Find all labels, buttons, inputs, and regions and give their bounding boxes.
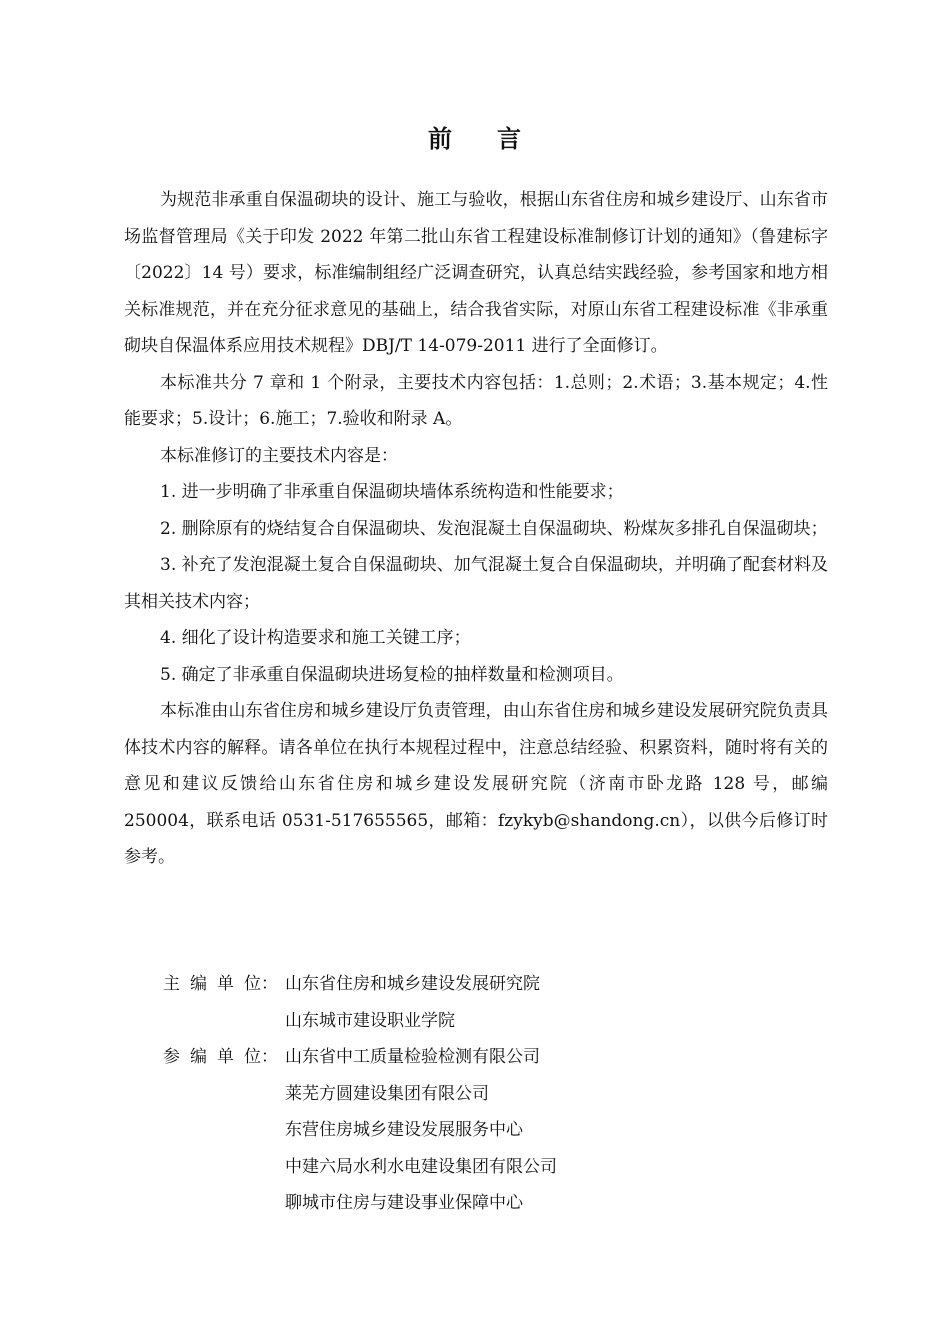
paragraph-revision-heading: 本标准修订的主要技术内容是： bbox=[160, 445, 398, 466]
chief-editor-unit: 山东城市建设职业学院 bbox=[285, 1010, 455, 1031]
revision-item-3: 3. 补充了发泡混凝土复合自保温砌块、加气混凝土复合自保温砌块，并明确了配套材料及其相关技术内容； bbox=[124, 555, 828, 612]
paragraph-intro: 为规范非承重自保温砌块的设计、施工与验收，根据山东省住房和城乡建设厅、山东省市场监督管理局《关于印发 2022 年第二批山东省工程建设标准制修订计划的通知》（鲁建标字〔2022〕14 号）要求，标准编制组经广泛调查研究，认真总结实践经验，参考国家和地方相关标准规范，并在充分征求意见的基础上，结合我省实际，对原山东省工程建设标准《非承重砌块自保温体系应用技术规程》DBJ/T 14-079-2011 进行了全面修订。 bbox=[124, 190, 828, 356]
participating-editor-list bbox=[285, 1039, 557, 1222]
paragraph-contents: 本标准共分 7 章和 1 个附录，主要技术内容包括：1.总则；2.术语；3.基本规定；4.性能要求；5.设计；6.施工；7.验收和附录 A。 bbox=[124, 372, 828, 429]
revision-item-2: 2. 删除原有的烧结复合自保温砌块、发泡混凝土自保温砌块、粉煤灰多排孔自保温砌块； bbox=[160, 518, 828, 539]
title-char-2: 言 bbox=[497, 124, 522, 153]
page-title bbox=[0, 118, 950, 160]
participating-editor-unit: 莱芜方圆建设集团有限公司 bbox=[285, 1083, 489, 1104]
editor-units bbox=[163, 966, 557, 1222]
participating-editor-label: 参 编 单 位： bbox=[163, 1047, 278, 1067]
participating-editor-unit: 聊城市住房与建设事业保障中心 bbox=[285, 1193, 523, 1213]
participating-editor-unit: 东营住房城乡建设发展服务中心 bbox=[285, 1120, 523, 1140]
participating-editor-unit: 山东省中工质量检验检测有限公司 bbox=[285, 1047, 540, 1067]
participating-editor-row bbox=[163, 1039, 557, 1222]
revision-item-4: 4. 细化了设计构造要求和施工关键工序； bbox=[160, 628, 471, 648]
revision-item-1: 1. 进一步明确了非承重自保温砌块墙体系统构造和性能要求； bbox=[160, 482, 624, 502]
participating-editor-unit: 中建六局水利水电建设集团有限公司 bbox=[285, 1156, 557, 1177]
chief-editor-row bbox=[163, 966, 557, 1039]
paragraph-management: 本标准由山东省住房和城乡建设厅负责管理，由山东省住房和城乡建设发展研究院负责具体技术内容的解释。请各单位在执行本规程过程中，注意总结经验、积累资料，随时将有关的意见和建议反馈给山东省住房和城乡建设发展研究院（济南市卧龙路 128 号，邮编 250004，联系电话 0531-517655565，邮箱：fzykyb@shandong.cn），以供今后修订时参考。 bbox=[124, 701, 828, 867]
chief-editor-unit: 山东省住房和城乡建设发展研究院 bbox=[285, 974, 540, 994]
revision-item-5: 5. 确定了非承重自保温砌块进场复检的抽样数量和检测项目。 bbox=[160, 664, 624, 685]
preface-body bbox=[124, 182, 828, 876]
chief-editor-label: 主 编 单 位： bbox=[163, 974, 278, 994]
title-char-1: 前 bbox=[428, 124, 453, 153]
chief-editor-list bbox=[285, 966, 540, 1039]
